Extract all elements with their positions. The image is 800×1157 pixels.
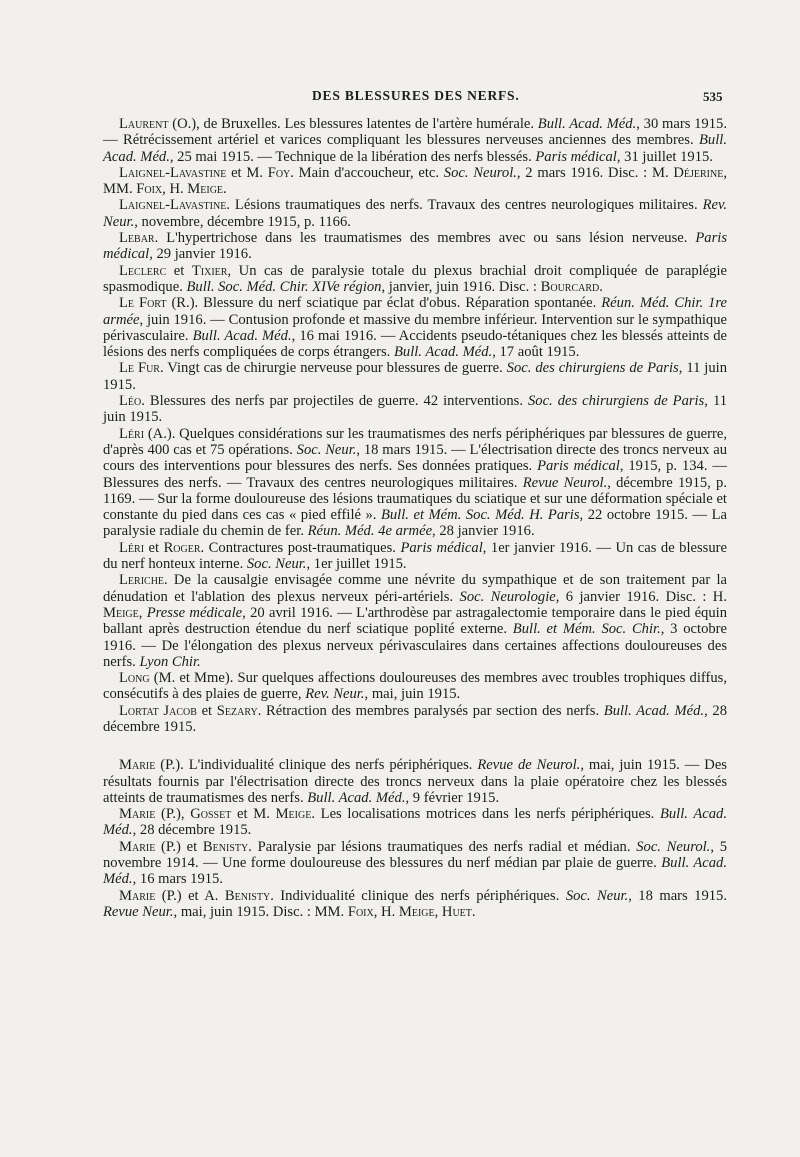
entry-text: , mai, juin 1915. Disc. : MM.	[173, 903, 348, 920]
entry-text: ,	[434, 903, 442, 920]
author-name: Long	[119, 670, 150, 687]
entry-text: . Paralysie par lésions traumatiques des nerfs radial et médian.	[248, 838, 637, 855]
author-name: Gosset	[190, 806, 232, 823]
bibliography-entry-laignel	[103, 197, 727, 230]
bibliography-entry-laignel-foy	[103, 165, 727, 198]
journal-reference: Bull. Acad. Méd.	[603, 702, 705, 719]
journal-reference: Réun. Méd. Chir. 1re armée	[103, 295, 728, 328]
author-name: Leriche	[119, 572, 165, 589]
author-name: Laignel-Lavastine	[119, 197, 227, 214]
author-name: Le Fur	[119, 360, 160, 377]
journal-reference: Bull. et Mém. Soc. Chir.	[512, 621, 661, 638]
journal-reference: Revue Neurol.	[522, 474, 608, 491]
entry-text: .	[599, 278, 603, 295]
bibliography-entry-leo	[103, 393, 727, 426]
journal-reference: Soc. Neurologie	[459, 588, 556, 605]
bibliography-entry-lebar	[103, 230, 727, 263]
entry-text: . Lésions traumatiques des nerfs. Travaux des centres neurologiques militaires.	[226, 197, 703, 214]
bibliography-entry-marie-a-benisty	[103, 888, 727, 921]
journal-reference: Bull. Acad. Méd.	[307, 789, 406, 806]
author-name: Benisty	[224, 887, 271, 904]
entry-text: , novembre, décembre 1915, p. 1166.	[134, 213, 351, 230]
entry-text: , 29 janvier 1916.	[149, 246, 252, 263]
entry-text: (P.). L'individualité clinique des nerfs périphériques.	[155, 757, 478, 774]
entry-text: (O.), de Bruxelles. Les blessures latentes de l'artère humérale.	[168, 116, 538, 132]
entry-text: , 17 août 1915.	[492, 344, 580, 361]
running-head: DES BLESSURES DES NERFS.	[312, 88, 520, 103]
journal-reference: Paris médical	[400, 539, 483, 556]
entry-text: , 31 juillet 1915.	[616, 148, 713, 165]
author-name: Meige	[398, 903, 435, 920]
entry-text: , janvier, juin 1916. Disc. :	[381, 278, 541, 295]
journal-reference: Soc. des chirurgiens de Paris	[506, 360, 679, 377]
entry-text: , 20 avril 1916. — L'arthrodèse par astragalectomie temporaire dans le pied équin ballant après destruction étendue du nerf sciatique poplité externe.	[103, 604, 727, 638]
entry-text: , H.	[162, 181, 188, 198]
author-name: Roger	[163, 539, 201, 556]
entry-text: (M. et Mme). Sur quelques affections douloureuses des membres avec troubles trophiques diffus, consécutifs à des plaies de guerre,	[103, 670, 727, 703]
bibliography-entry-leclerc	[103, 263, 727, 296]
bibliography-entry-lortat	[103, 703, 727, 736]
entry-text: , 16 mars 1915.	[132, 871, 223, 888]
entry-text: (P.),	[155, 806, 191, 823]
bibliography-entry-long	[103, 670, 727, 703]
entry-text: (A.). Quelques considérations sur les traumatismes des nerfs périphériques par blessures de guerre, d'après 400 cas et 75 opérations.	[103, 425, 727, 458]
bibliography-entry-le-fur	[103, 360, 727, 393]
journal-reference: Bull. et Mém. Soc. Méd. H. Paris	[380, 507, 580, 524]
entry-text: (P.) et A.	[155, 887, 225, 904]
entry-text: et	[144, 539, 164, 556]
entry-text: , 11 juin 1915.	[103, 393, 727, 426]
entry-text: , 1er juillet 1915.	[306, 556, 407, 573]
journal-reference: Soc. Neur.	[246, 556, 307, 573]
author-name: Marie	[119, 806, 156, 823]
author-name: Sezary	[216, 702, 258, 719]
entry-text: , Un cas de paralysie totale du plexus brachial droit compliquée de paraplégie spasmodique.	[103, 262, 727, 295]
entry-text: . Contractures post-traumatiques.	[200, 539, 401, 556]
journal-reference: Bull. Acad. Méd.	[393, 344, 493, 361]
author-name: Foix	[136, 181, 163, 198]
entry-text: , MM.	[103, 164, 727, 198]
journal-reference: Soc. des chirurgiens de Paris	[527, 393, 705, 410]
bibliography-entry-laurent	[103, 116, 727, 165]
entry-text: , 25 mai 1915. — Technique de la libération des nerfs blessés.	[169, 148, 536, 165]
journal-reference: Rev. Neur.	[305, 686, 365, 703]
entry-text: , 28 janvier 1916.	[432, 523, 535, 540]
author-name: Benisty	[202, 838, 249, 855]
journal-reference: Presse médicale	[146, 604, 243, 621]
author-name: Marie	[119, 887, 156, 904]
page-number: 535	[703, 89, 723, 104]
author-name: Laignel-Lavastine	[119, 164, 227, 181]
entry-text: , 11 juin 1915.	[103, 360, 728, 393]
journal-reference: Paris médical	[535, 148, 617, 165]
author-name: Tixier	[191, 262, 228, 279]
journal-reference: Rev. Neur.	[103, 197, 727, 230]
entry-text: . Main d'accoucheur, etc.	[290, 164, 444, 181]
journal-reference: Bull. Acad. Méd.	[192, 327, 292, 344]
journal-reference: Paris médical	[103, 230, 727, 263]
bibliography-entry-marie-1	[103, 757, 727, 806]
entry-text: , 3 octobre 1916. — De l'élongation des plexus nerveux périvasculaires dans certaines affections douloureuses des nerfs.	[103, 621, 728, 670]
journal-reference: Bull. Acad. Méd.	[103, 806, 727, 839]
bibliography-entry-leri-roger	[103, 540, 727, 573]
entry-text: , 28 décembre 1915.	[132, 822, 252, 839]
entry-text: et	[166, 262, 192, 279]
entry-text: , H.	[373, 903, 399, 920]
journal-reference: Soc. Neurol.	[443, 164, 517, 181]
journal-reference: Bull. Acad. Méd.	[103, 855, 727, 888]
author-name: Déjerine	[673, 164, 724, 181]
entry-text: . Rétraction des membres paralysés par section des nerfs.	[257, 702, 604, 719]
entry-text: , 30 mars 1915. — Rétrécissement artériel et varices compliquant les blessures nerveuses anciennes des membres.	[103, 116, 727, 149]
entry-text: , 18 mars 1915. — L'électrisation directe des troncs nerveux au cours des interventions pour blessures des nerfs. Ses données pratiques.	[103, 441, 727, 475]
entry-text: , 5 novembre 1914. — Une forme douloureuse des blessures du nerf médian par plaie de guerre.	[103, 838, 728, 872]
journal-reference: Réun. Méd. 4e armée	[307, 523, 433, 540]
entry-text: .	[471, 903, 476, 920]
author-name: Le Fort	[119, 295, 167, 312]
author-name: Léo	[119, 393, 142, 410]
bibliography-entry-leri	[103, 426, 727, 540]
entry-text: , juin 1916. — Contusion profonde et massive du membre inférieur. Intervention sur le sympathique périvasculaire.	[103, 311, 727, 344]
entry-text: . Blessures des nerfs par projectiles de guerre. 42 interventions.	[141, 393, 528, 410]
entry-text: , 2 mars 1916. Disc. : M.	[516, 164, 674, 181]
bibliography-entry-le-fort	[103, 295, 727, 360]
author-name: Foy	[267, 164, 291, 181]
journal-reference: Revue Neur.	[103, 903, 174, 920]
entry-text: , 6 janvier 1916. Disc. : H.	[555, 588, 727, 605]
entry-text: , 1er janvier 1916. — Un cas de blessure du nerf honteux interne.	[103, 539, 727, 573]
entry-text: , mai, juin 1915. — Des résultats fournis par l'électrisation directe des troncs nerveux dans la plaie opératoire chez les blessés atteints de traumatismes des nerfs.	[103, 757, 727, 806]
journal-reference: Revue de Neurol.	[477, 757, 581, 774]
author-name: Meige	[275, 806, 312, 823]
author-name: Foix	[347, 903, 374, 920]
author-name: Léri	[119, 425, 145, 442]
entry-text: , 22 octobre 1915. — La paralysie radiale du chemin de fer.	[103, 507, 727, 540]
entry-text: (R.). Blessure du nerf sciatique par éclat d'obus. Réparation spontanée.	[166, 295, 602, 312]
author-name: Leclerc	[119, 262, 167, 279]
journal-reference: Bull. Acad. Méd.	[537, 116, 637, 132]
journal-reference: Soc. Neurol.	[636, 838, 711, 855]
author-name: Meige	[103, 604, 139, 621]
author-name: Lebar	[119, 230, 155, 247]
entry-text: . Les localisations motrices dans les nerfs périphériques.	[311, 806, 660, 823]
journal-reference: Lyon Chir.	[139, 653, 201, 670]
entry-text: . De la causalgie envisagée comme une névrite du sympathique et de son traitement par la dénudation et l'ablation des plexus nerveux péri-artériels.	[103, 572, 727, 605]
author-name: Huet	[441, 903, 472, 920]
journal-reference: Bull. Acad. Méd.	[103, 132, 727, 165]
entry-text: . L'hypertrichose dans les traumatismes des membres avec ou sans lésion nerveuse.	[154, 230, 696, 247]
entry-text: .	[223, 181, 227, 198]
journal-reference: Soc. Neur.	[565, 887, 629, 904]
author-name: Lortat Jacob	[119, 702, 197, 719]
author-name: Marie	[119, 757, 156, 774]
bibliography-body	[103, 116, 727, 920]
entry-text: et M.	[231, 806, 276, 823]
entry-text: , 28 décembre 1915.	[103, 702, 728, 735]
entry-text: . Individualité clinique des nerfs périphériques.	[270, 887, 566, 904]
entry-text: , 18 mars 1915.	[628, 887, 727, 904]
entry-text: et M.	[226, 164, 268, 181]
author-name: Marie	[119, 838, 156, 855]
entry-text: , mai, juin 1915.	[364, 686, 461, 703]
author-name: Laurent	[119, 116, 169, 132]
entry-text: . Vingt cas de chirurgie nerveuse pour blessures de guerre.	[159, 360, 507, 377]
entry-text: , 9 février 1915.	[405, 789, 500, 806]
entry-text: , 16 mai 1916. — Accidents pseudo-tétaniques chez les blessés atteints de lésions des nerfs compliquées de corps étrangers.	[103, 327, 727, 361]
journal-reference: Soc. Neur.	[296, 441, 357, 458]
entry-text: ,	[138, 604, 147, 621]
entry-text: , 1915, p. 134. — Blessures des nerfs. — Travaux des centres neurologiques militaires.	[103, 458, 727, 491]
author-name: Bourcard	[540, 278, 600, 295]
entry-text: (P.) et	[155, 838, 203, 855]
entry-text: , décembre 1915, p. 1169. — Sur la forme douloureuse des lésions traumatiques du sciatique et sur une déformation spéciale et constante du pied dans ces cas « pied effilé ».	[103, 474, 727, 524]
bibliography-entry-leriche	[103, 572, 727, 670]
journal-reference: Paris médical	[537, 458, 620, 475]
bibliography-entry-marie-benisty	[103, 839, 727, 888]
author-name: Léri	[119, 539, 145, 556]
journal-reference: Bull. Soc. Méd. Chir. XIVe région	[186, 278, 382, 295]
author-name: Meige	[187, 181, 224, 198]
entry-text: et	[196, 702, 217, 719]
bibliography-entry-marie-gosset	[103, 806, 727, 839]
